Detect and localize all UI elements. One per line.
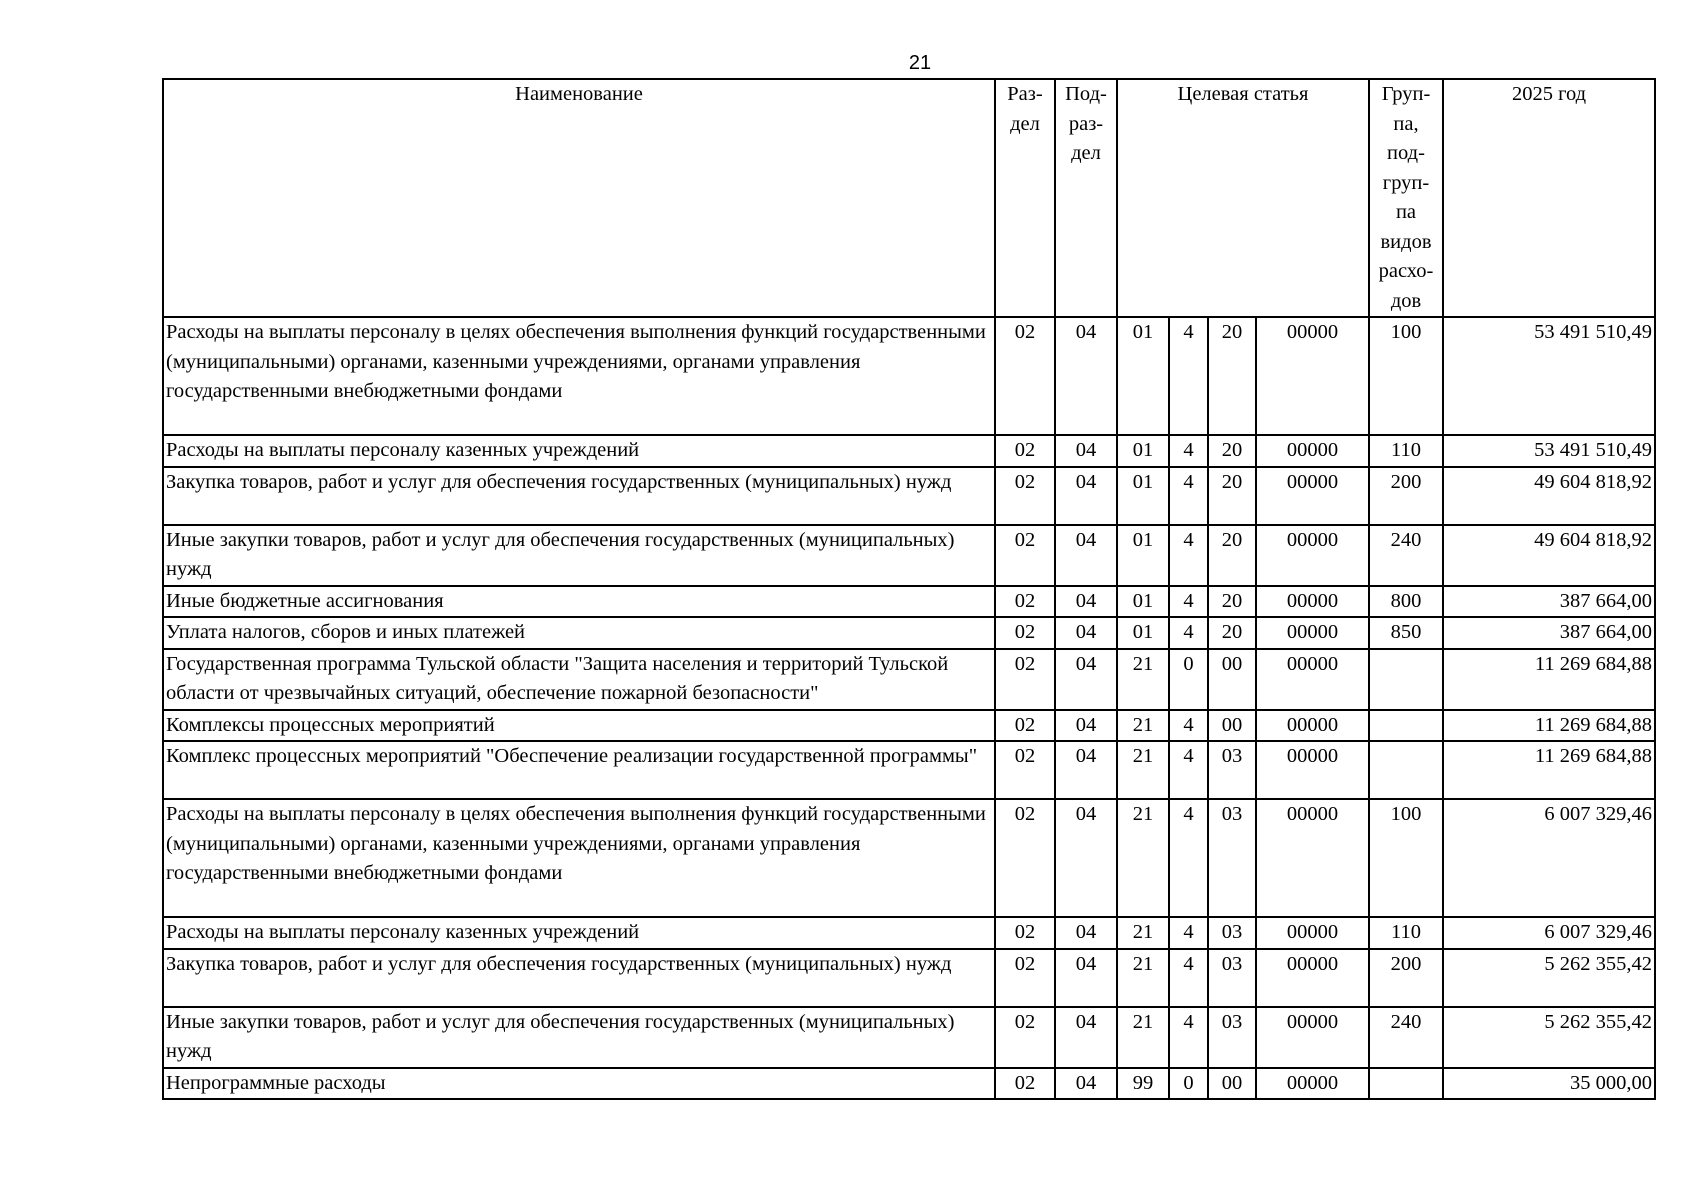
row-cs-direction: 00000 — [1256, 949, 1369, 1007]
row-amount: 49 604 818,92 — [1443, 525, 1655, 586]
row-name: Расходы на выплаты персоналу в целях обеспечения выполнения функций государственными (муниципальными) органами, казенными учреждениями, органами управления государственными внебюджетными фондами — [163, 317, 995, 435]
header-subsection: Под- раз- дел — [1055, 79, 1117, 317]
row-razdel: 02 — [995, 799, 1055, 917]
row-cs-program: 01 — [1117, 525, 1169, 586]
row-cs-program: 01 — [1117, 586, 1169, 618]
row-cs-direction: 00000 — [1256, 435, 1369, 467]
row-podrazdel: 04 — [1055, 586, 1117, 618]
row-cs-type: 4 — [1169, 799, 1208, 917]
row-cs-element: 00 — [1208, 710, 1256, 742]
row-podrazdel: 04 — [1055, 649, 1117, 710]
row-expense-group — [1369, 741, 1443, 799]
row-name: Иные закупки товаров, работ и услуг для обеспечения государственных (муниципальных) нужд — [163, 1007, 995, 1068]
row-podrazdel: 04 — [1055, 1068, 1117, 1100]
row-name: Иные закупки товаров, работ и услуг для обеспечения государственных (муниципальных) нужд — [163, 525, 995, 586]
header-year: 2025 год — [1443, 79, 1655, 317]
row-expense-group: 200 — [1369, 949, 1443, 1007]
row-razdel: 02 — [995, 741, 1055, 799]
row-amount: 5 262 355,42 — [1443, 949, 1655, 1007]
row-cs-type: 4 — [1169, 741, 1208, 799]
row-amount: 5 262 355,42 — [1443, 1007, 1655, 1068]
row-cs-type: 4 — [1169, 586, 1208, 618]
row-cs-direction: 00000 — [1256, 710, 1369, 742]
table-row — [163, 435, 1655, 467]
row-expense-group — [1369, 649, 1443, 710]
row-razdel: 02 — [995, 917, 1055, 949]
row-cs-direction: 00000 — [1256, 525, 1369, 586]
row-razdel: 02 — [995, 586, 1055, 618]
row-amount: 53 491 510,49 — [1443, 435, 1655, 467]
row-cs-direction: 00000 — [1256, 467, 1369, 525]
row-cs-program: 21 — [1117, 741, 1169, 799]
row-amount: 35 000,00 — [1443, 1068, 1655, 1100]
row-cs-element: 03 — [1208, 917, 1256, 949]
row-cs-type: 4 — [1169, 917, 1208, 949]
row-podrazdel: 04 — [1055, 917, 1117, 949]
row-cs-direction: 00000 — [1256, 917, 1369, 949]
row-cs-direction: 00000 — [1256, 617, 1369, 649]
row-cs-element: 03 — [1208, 741, 1256, 799]
row-cs-element: 03 — [1208, 949, 1256, 1007]
row-name: Уплата налогов, сборов и иных платежей — [163, 617, 995, 649]
row-cs-direction: 00000 — [1256, 317, 1369, 435]
row-cs-direction: 00000 — [1256, 649, 1369, 710]
row-expense-group: 240 — [1369, 1007, 1443, 1068]
row-cs-direction: 00000 — [1256, 586, 1369, 618]
row-cs-direction: 00000 — [1256, 1068, 1369, 1100]
table-row — [163, 317, 1655, 435]
row-amount: 11 269 684,88 — [1443, 710, 1655, 742]
table-row — [163, 1068, 1655, 1100]
header-target-article: Целевая статья — [1117, 79, 1369, 317]
row-podrazdel: 04 — [1055, 525, 1117, 586]
row-name: Непрограммные расходы — [163, 1068, 995, 1100]
row-cs-program: 99 — [1117, 1068, 1169, 1100]
table-row — [163, 949, 1655, 1007]
table-row — [163, 525, 1655, 586]
row-cs-type: 4 — [1169, 467, 1208, 525]
row-expense-group — [1369, 1068, 1443, 1100]
row-expense-group: 110 — [1369, 435, 1443, 467]
row-amount: 387 664,00 — [1443, 586, 1655, 618]
row-cs-program: 01 — [1117, 467, 1169, 525]
header-name: Наименование — [163, 79, 995, 317]
row-name: Расходы на выплаты персоналу казенных учреждений — [163, 917, 995, 949]
row-cs-element: 03 — [1208, 799, 1256, 917]
row-name: Иные бюджетные ассигнования — [163, 586, 995, 618]
row-cs-element: 00 — [1208, 1068, 1256, 1100]
row-cs-type: 4 — [1169, 617, 1208, 649]
row-podrazdel: 04 — [1055, 617, 1117, 649]
row-amount: 11 269 684,88 — [1443, 649, 1655, 710]
row-expense-group: 100 — [1369, 799, 1443, 917]
row-cs-element: 03 — [1208, 1007, 1256, 1068]
row-cs-program: 01 — [1117, 617, 1169, 649]
row-cs-element: 00 — [1208, 649, 1256, 710]
row-name: Закупка товаров, работ и услуг для обеспечения государственных (муниципальных) нужд — [163, 949, 995, 1007]
table-row — [163, 467, 1655, 525]
row-cs-element: 20 — [1208, 467, 1256, 525]
row-razdel: 02 — [995, 949, 1055, 1007]
table-row — [163, 710, 1655, 742]
row-cs-program: 21 — [1117, 649, 1169, 710]
row-amount: 53 491 510,49 — [1443, 317, 1655, 435]
row-cs-program: 21 — [1117, 917, 1169, 949]
row-podrazdel: 04 — [1055, 799, 1117, 917]
row-amount: 11 269 684,88 — [1443, 741, 1655, 799]
row-podrazdel: 04 — [1055, 1007, 1117, 1068]
row-amount: 6 007 329,46 — [1443, 799, 1655, 917]
row-expense-group: 800 — [1369, 586, 1443, 618]
row-cs-direction: 00000 — [1256, 741, 1369, 799]
row-podrazdel: 04 — [1055, 317, 1117, 435]
table-row — [163, 617, 1655, 649]
row-cs-direction: 00000 — [1256, 799, 1369, 917]
row-cs-program: 21 — [1117, 1007, 1169, 1068]
row-cs-type: 4 — [1169, 525, 1208, 586]
row-cs-type: 4 — [1169, 1007, 1208, 1068]
table-row — [163, 649, 1655, 710]
row-cs-program: 21 — [1117, 710, 1169, 742]
row-expense-group — [1369, 710, 1443, 742]
row-razdel: 02 — [995, 710, 1055, 742]
row-expense-group: 200 — [1369, 467, 1443, 525]
row-razdel: 02 — [995, 1007, 1055, 1068]
header-expense-group: Груп- па, под- груп- па видов расхо- дов — [1369, 79, 1443, 317]
row-cs-element: 20 — [1208, 435, 1256, 467]
row-cs-element: 20 — [1208, 586, 1256, 618]
row-cs-type: 0 — [1169, 649, 1208, 710]
row-name: Комплексы процессных мероприятий — [163, 710, 995, 742]
row-razdel: 02 — [995, 317, 1055, 435]
row-amount: 387 664,00 — [1443, 617, 1655, 649]
row-name: Закупка товаров, работ и услуг для обеспечения государственных (муниципальных) нужд — [163, 467, 995, 525]
row-razdel: 02 — [995, 649, 1055, 710]
row-podrazdel: 04 — [1055, 467, 1117, 525]
row-cs-type: 4 — [1169, 949, 1208, 1007]
row-cs-program: 21 — [1117, 799, 1169, 917]
row-cs-type: 4 — [1169, 710, 1208, 742]
row-name: Расходы на выплаты персоналу в целях обеспечения выполнения функций государственными (муниципальными) органами, казенными учреждениями, органами управления государственными внебюджетными фондами — [163, 799, 995, 917]
row-name: Расходы на выплаты персоналу казенных учреждений — [163, 435, 995, 467]
budget-table — [162, 78, 1656, 1100]
row-razdel: 02 — [995, 435, 1055, 467]
page-number: 21 — [908, 52, 932, 74]
row-expense-group: 100 — [1369, 317, 1443, 435]
row-cs-program: 01 — [1117, 435, 1169, 467]
table-row — [163, 799, 1655, 917]
row-podrazdel: 04 — [1055, 741, 1117, 799]
table-row — [163, 1007, 1655, 1068]
row-podrazdel: 04 — [1055, 435, 1117, 467]
row-cs-type: 4 — [1169, 435, 1208, 467]
row-amount: 49 604 818,92 — [1443, 467, 1655, 525]
row-razdel: 02 — [995, 1068, 1055, 1100]
header-section: Раз- дел — [995, 79, 1055, 317]
row-cs-type: 0 — [1169, 1068, 1208, 1100]
row-cs-element: 20 — [1208, 317, 1256, 435]
row-cs-direction: 00000 — [1256, 1007, 1369, 1068]
row-cs-program: 21 — [1117, 949, 1169, 1007]
row-name: Комплекс процессных мероприятий "Обеспечение реализации государственной программы" — [163, 741, 995, 799]
row-name: Государственная программа Тульской области "Защита населения и территорий Тульской области от чрезвычайных ситуаций, обеспечение пожарной безопасности" — [163, 649, 995, 710]
row-cs-element: 20 — [1208, 525, 1256, 586]
row-amount: 6 007 329,46 — [1443, 917, 1655, 949]
table-row — [163, 741, 1655, 799]
row-cs-type: 4 — [1169, 317, 1208, 435]
table-header-row — [163, 79, 1655, 317]
row-razdel: 02 — [995, 467, 1055, 525]
row-cs-element: 20 — [1208, 617, 1256, 649]
row-razdel: 02 — [995, 525, 1055, 586]
row-podrazdel: 04 — [1055, 710, 1117, 742]
row-expense-group: 110 — [1369, 917, 1443, 949]
row-expense-group: 240 — [1369, 525, 1443, 586]
row-podrazdel: 04 — [1055, 949, 1117, 1007]
row-razdel: 02 — [995, 617, 1055, 649]
row-expense-group: 850 — [1369, 617, 1443, 649]
row-cs-program: 01 — [1117, 317, 1169, 435]
table-row — [163, 586, 1655, 618]
table-row — [163, 917, 1655, 949]
